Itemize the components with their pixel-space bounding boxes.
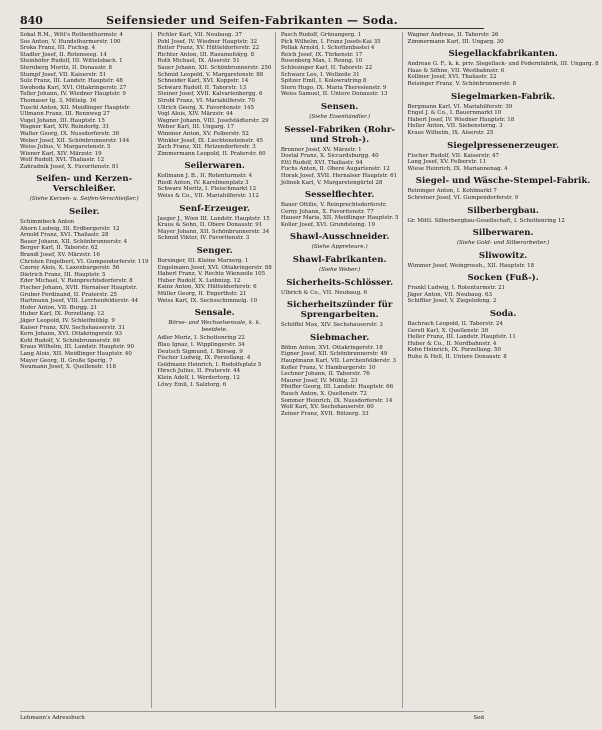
directory-entry: Schwarz Rudolf, II. Taborstr. 13 [157, 84, 247, 91]
directory-entry: Haberl Josef, IV. Wiedner Hauptstr. 18 [407, 116, 515, 123]
directory-entry: Schmid Leopold, V. Margaretenstr. 88 [157, 71, 264, 78]
directory-entry: Wiener Karl, XIV. Märzstr. 19 [20, 150, 102, 157]
directory-entry: Ulbrich & Co., VII. Neubaug. 6 [280, 289, 368, 296]
directory-entry: Reininger Anton, I. Kohlmarkt 7 [407, 188, 497, 195]
directory-entry: Reisinger Franz, V. Schönbrunnerstr. 8 [407, 80, 517, 87]
directory-entry: Zach Franz, XII. Hetzendorferstr. 3 [157, 144, 256, 151]
section-note: (Siehe Eisenhändler.) [309, 113, 370, 120]
section-heading: Siegellackfabrikanten. [448, 49, 558, 60]
directory-entry: Bauer Johann, XII. Schönbrunnerstr. 4 [20, 238, 128, 245]
directory-entry: Winkler Josef, IX. Liechtensteinstr. 45 [157, 137, 264, 144]
directory-entry: Thomaser Ig. 3, Mittelg. 16 [20, 97, 97, 104]
directory-entry: Fischer Ludwig, IX. Porzellang. 4 [157, 355, 251, 362]
section-heading: Sensale. [194, 308, 235, 319]
directory-entry: Pfeiffer Georg, III. Landstr. Hauptstr. 66 [280, 384, 394, 391]
directory-entry: Wolf Rudolf, XVI. Thaliastr. 12 [20, 157, 105, 164]
directory-entry: Eder Michael, V. Reinprechtsdorferstr. 8 [20, 278, 133, 285]
directory-entry: Dietrich Franz, III. Hauptstr. 5 [20, 271, 106, 278]
directory-entry: Schreiner Josef, VI. Gumpendorferstr. 9 [407, 194, 519, 201]
directory-entry: Wagner Andreas, II. Taborstr. 26 [407, 32, 499, 38]
section-heading: Sicherheitszünder für Sprengarbeiten. [286, 300, 393, 321]
directory-entry: Stadler Josef, II. Rotenseeg. 14 [20, 51, 107, 58]
directory-entry: Huber Karl, IX. Porzellang. 12 [20, 311, 105, 318]
directory-entry: Schöffel Max, XIV. Sechshauserstr. 3 [280, 322, 383, 329]
directory-entry: Haas & Söhne, VII. Westbahnstr. 6 [407, 67, 505, 74]
directory-entry: Hartmann Josef, VIII. Lerchenfelderstr. 44 [20, 298, 139, 305]
section-heading: Seiler. [69, 207, 100, 218]
directory-entry: Ahorn Ludwig, III. Erdbergerstr. 12 [20, 225, 120, 232]
directory-entry: Engel J. & Co., I. Bauernmarkt 10 [407, 110, 502, 117]
directory-entry: Kohl Rudolf, V. Schönbrunnerstr. 66 [20, 337, 120, 344]
directory-entry: Löwy Emil, I. Salztorg. 6 [157, 381, 227, 388]
footer-left: Lehmann's Adressbuch [20, 715, 85, 721]
directory-entry: Vogl Alois, XIV. Märzstr. 44 [157, 111, 233, 118]
directory-columns [20, 32, 599, 708]
directory-entry: Gruber Ferdinand, II. Praterstr. 25 [20, 291, 117, 298]
directory-entry: Schwarz Leo, I. Wollzeile 31 [280, 71, 360, 78]
directory-entry: Kern Johann, XVI. Ottakringerstr. 93 [20, 331, 123, 338]
directory-entry: Wagner Johann, VIII. Josefstädterstr. 29 [157, 117, 269, 124]
directory-entry: Czerny Alois, X. Laxenburgerstr. 56 [20, 265, 120, 272]
directory-entry: Weber Karl, III. Ungarg. 17 [157, 124, 234, 131]
section-heading: Shawl-Fabrikanten. [292, 255, 387, 266]
section-heading: Socken (Fuß-). [467, 273, 539, 284]
directory-entry: Klein Adolf, I. Werdertorg. 12 [157, 374, 240, 381]
directory-entry: Jaeger J., Wien III. Landstr. Hauptstr. 15 [157, 215, 270, 222]
section-heading: Senger. [196, 246, 233, 257]
directory-entry: Hauptmann Karl, VII. Lerchenfelderstr. 3 [280, 358, 397, 365]
directory-entry: Stern Hugo, IX. Maria Theresienstr. 9 [280, 84, 387, 91]
directory-entry: Huber Rudolf, X. Leibnizg. 12 [157, 277, 241, 284]
directory-entry: Neumann Josef, X. Quellenstr. 118 [20, 364, 116, 371]
directory-entry: Gerstl Karl, X. Quellenstr. 30 [407, 327, 489, 334]
directory-entry: Reiter Franz, XV. Hütteldorferstr. 22 [157, 45, 260, 52]
directory-entry: Pohl Josef, IV. Wiedner Hauptstr. 32 [157, 38, 258, 45]
directory-entry: Ullrich Georg, X. Favoritenstr. 145 [157, 104, 254, 111]
directory-entry: Strobl Franz, VI. Mariahilferstr. 70 [157, 97, 255, 104]
page-footer [20, 711, 484, 724]
section-heading: Siegel- und Wäsche-Stempel-Fabrik. [415, 176, 591, 187]
section-heading: Soda. [489, 309, 517, 320]
directory-entry: Sulz Franz, III. Landstr. Hauptstr. 48 [20, 78, 123, 85]
section-note: (Siehe Weber.) [318, 267, 361, 274]
directory-entry: Lechner Johann, II. Taborstr. 76 [280, 371, 370, 378]
directory-entry: Heller Anton, VII. Siebensterng. 3 [407, 123, 503, 130]
directory-entry: Bergmann Karl, VI. Mariahilferstr. 39 [407, 103, 513, 110]
directory-entry: Stumpf Josef, VII. Kaiserstr. 51 [20, 71, 107, 78]
directory-entry: Wolf Karl, XV. Sechshauserstr. 60 [280, 404, 374, 411]
directory-entry: Schmid Viktor, IV. Favoritenstr. 3 [157, 235, 250, 242]
directory-entry: Rosenberg Max, I. Renng. 10 [280, 58, 363, 65]
directory-entry: Vogel Johann, III. Hauptstr. 15 [20, 117, 105, 124]
directory-entry: Lang Josef, XV. Felberstr. 11 [407, 159, 487, 166]
column-4 [408, 32, 602, 708]
directory-entry: Zimmermann Karl, III. Ungarg. 30 [407, 38, 504, 45]
directory-entry: Schiffler Josef, V. Ziegelofeng. 2 [407, 298, 497, 305]
directory-entry: Frankl Ludwig, I. Rotenturmstr. 21 [407, 285, 506, 292]
directory-entry: Blau Ignaz, I. Wipplingerstr. 34 [157, 341, 245, 348]
directory-entry: Bauer Ottilie, V. Reinprechtsdorferstr. [280, 202, 387, 209]
directory-entry: Weber Josef, XII. Schönbrunnerstr. 144 [20, 137, 130, 144]
section-heading: Senf-Erzeuger. [179, 203, 251, 214]
directory-entry: Bachrach Leopold, II. Taborstr. 24 [407, 321, 503, 328]
directory-entry: Steinhöfer Rudolf, III. Wittelsbach. 1 [20, 58, 123, 65]
column-2 [157, 32, 275, 708]
directory-entry: Maurer Josef, IV. Mühlg. 23 [280, 377, 358, 384]
directory-entry: Gr. Mittl. Silberbergbau-Gesellschaft, I. Schottenring 12 [407, 217, 565, 224]
directory-entry: Riedl Anton, IV. Karolinenplatz 3 [157, 179, 249, 186]
section-heading: Seilerwaren. [184, 161, 245, 172]
page-header [20, 12, 484, 29]
directory-entry: Fischer Johann, XVII. Hernalser Hauptstr. [20, 285, 138, 291]
directory-entry: Weiss & Co., VII. Mariahilferstr. 112 [157, 193, 259, 200]
directory-entry: Sommer Heinrich, IX. Nussdorferstr. 14 [280, 397, 393, 404]
directory-entry: Ettl Rudolf, XVI. Thaliastr. 94 [280, 159, 363, 166]
section-heading: Siegelmarken-Fabrik. [451, 91, 556, 102]
directory-entry: Kraus Wilhelm, III. Landstr. Hauptstr. 90 [20, 344, 134, 351]
directory-entry: Mayer Georg, II. Große Sperlg. 7 [20, 357, 113, 364]
directory-entry: Sos Anton, V. Hundsthurmerstr. 100 [20, 38, 121, 45]
directory-entry: Eigner Josef, XII. Schönbrunnerstr. 49 [280, 351, 388, 358]
directory-entry: Hauser Maria, XII. Meidlinger Hauptstr. 5 [280, 215, 399, 222]
directory-entry: Rauch Anton, X. Quellenstr. 72 [280, 391, 367, 397]
directory-entry: Horak Josef, XVII. Hernalser Hauptstr. 61 [280, 172, 398, 179]
directory-entry: Weiss Samuel, II. Untere Donaustr. 13 [280, 91, 388, 98]
directory-entry: Adler Moriz, I. Schottenring 22 [157, 335, 245, 342]
directory-entry: Zimmermann Leopold, II. Praterstr. 60 [157, 150, 266, 157]
directory-entry: Ullmann Franz, III. Rennweg 27 [20, 111, 110, 118]
section-heading: Seifen- und Kerzen-Verschleißer. [36, 174, 133, 195]
directory-entry: Cerny Johann, X. Favoritenstr. 77 [280, 208, 374, 215]
section-note: (Siehe Kerzen- u. Seifen-Verschleißer.) [29, 196, 139, 203]
directory-entry: Engelmann Josef, XVI. Ottakringerstr. 88 [157, 264, 272, 271]
directory-entry: Pollak Arnold, I. Schottenbastei 4 [280, 45, 375, 52]
section-heading: Sensen. [320, 101, 359, 112]
directory-entry: Kainz Anton, XIV. Hütteldorferstr. 6 [157, 284, 257, 291]
directory-entry: Fuchs Anton, II. Obere Augartenstr. 12 [280, 166, 390, 173]
column-1 [20, 32, 152, 708]
directory-entry: Schlesinger Karl, II. Taborstr. 22 [280, 64, 373, 71]
directory-entry: Lang Alois, XII. Meidlinger Hauptstr. 40 [20, 350, 132, 357]
directory-entry: Kaiser Franz, XIV. Sechshauserstr. 31 [20, 324, 125, 331]
directory-entry: Ruhe & Hell, II. Untere Donaustr. 8 [407, 354, 507, 361]
directory-entry: Deutsch Sigmund, I. Börseg. 9 [157, 348, 243, 355]
directory-entry: Pichler Karl, VII. Neubaug. 37 [157, 32, 242, 38]
directory-entry: Borsinger, III. Kleine Marxerg. 1 [157, 258, 249, 265]
directory-entry: Pick Wilhelm, I. Franz Josefs-Kai 35 [280, 38, 381, 45]
directory-entry: Steiner Josef, XVII. Kalvarienbergg. 6 [157, 91, 263, 98]
directory-entry: Schneider Karl, XVI. Koppstr. 14 [157, 78, 249, 85]
directory-entry: Müller Georg, II. Engerthstr. 21 [157, 291, 247, 297]
directory-entry: Christen Engelbert, VI. Gumpendorferstr. 119 [20, 258, 149, 265]
directory-entry: Fischer Rudolf, VII. Kaiserstr. 47 [407, 152, 499, 159]
section-heading: Sesselflechter. [304, 190, 375, 201]
directory-entry: Wiese Heinrich, IX. Mariannenag. 4 [407, 165, 508, 172]
directory-entry: Kraus & Sohn, II. Obere Donaustr. 91 [157, 222, 263, 229]
directory-entry: Brandl Josef, XV. Märzstr. 16 [20, 252, 100, 259]
directory-entry: Reich Josef, IX. Türkenstr. 17 [280, 51, 363, 58]
directory-entry: Sternberg Moritz, II. Donaustr. 8 [20, 64, 112, 71]
directory-entry: Andreae G. F., k. k. priv. Siegellack- und Federnfabrik, III. Ungarg. 8 [407, 61, 599, 68]
directory-entry: Spitzer Emil, I. Kolowratring 8 [280, 78, 367, 85]
directory-entry: Brunner Josef, XV. Märzstr. 1 [280, 146, 362, 153]
directory-entry: Weiss Karl, IX. Sechsschimmelg. 10 [157, 297, 258, 304]
directory-entry: Wimmer Josef, Weingrossh., XII. Hauptstr. 18 [407, 262, 535, 269]
directory-entry: Pasch Rudolf, Grünangerg. 1 [280, 32, 362, 38]
directory-entry: Sauer Johann, XII. Schönbrunnerstr. 250 [157, 64, 272, 71]
directory-entry: Koller Josef, XVI. Grundsteing. 19 [280, 221, 375, 228]
section-heading: Silberbergbau. [467, 205, 539, 216]
directory-entry: Berger Karl, II. Taborstr. 62 [20, 245, 98, 252]
section-heading: Sicherheits-Schlösser. [286, 277, 394, 288]
directory-entry: Hofer Anton, VII. Burgg. 21 [20, 304, 98, 311]
directory-entry: Dostal Franz, X. Siccardsburgg. 40 [280, 153, 379, 160]
directory-entry: Goldmann Heinrich, I. Rudolfsplatz 5 [157, 361, 262, 368]
column-3 [281, 32, 403, 708]
footer-right: Sod [473, 715, 484, 721]
directory-entry: Kohn Heinrich, IX. Porzellang. 50 [407, 347, 501, 354]
running-title: Seifensieder und Seifen-Fabrikanten — Soda. [106, 13, 398, 27]
directory-entry: Böhm Anton, XVI. Ottakringerstr. 18 [280, 344, 383, 351]
directory-entry: Zahradnik Josef, X. Favoritenstr. 81 [20, 163, 119, 170]
page-number: 840 [20, 13, 43, 27]
directory-entry: Tuschl Anton, XII. Meidlinger Hauptstr. [20, 104, 131, 111]
directory-entry: Mayer Johann, XII. Schönbrunnerstr. 34 [157, 228, 270, 235]
directory-entry: Kraus Wilhelm, IX. Alserstr. 25 [407, 129, 494, 136]
directory-entry: Sokal R.M., Witt's Rothenthurmstr. 4 [20, 32, 123, 38]
directory-entry: Swoboda Karl, XVI. Ottakringerstr. 27 [20, 84, 127, 91]
directory-entry: Jelinek Karl, V. Margaretengürtel 28 [280, 179, 383, 186]
directory-entry: Walter Georg, IX. Nussdorferstr. 36 [20, 130, 120, 137]
directory-entry: Schwarz Moritz, I. Fleischmarkt 12 [157, 186, 257, 193]
directory-entry: Arnold Franz, XVI. Thaliastr. 28 [20, 232, 109, 239]
section-heading: Sessel-Fabriken (Rohr- und Stroh-). [284, 124, 395, 145]
section-note: Börse- und Wechselsensale, k. k. beeidete. [168, 320, 261, 333]
section-note: (Siehe Gold- und Silberarbeiter.) [456, 240, 550, 247]
directory-entry: Zeiner Franz, XVII. Rötzerg. 33 [280, 410, 369, 417]
directory-entry: Huber & Co., II. Nordbahnstr. 4 [407, 340, 497, 347]
section-heading: Shawl-Ausschneider. [289, 232, 390, 243]
directory-entry: Richter Anton, III. Rasumofskyg. 8 [157, 51, 255, 58]
section-note: (Siehe Appreteure.) [311, 244, 368, 251]
directory-entry: Wimmer Anton, XV. Felberstr. 52 [157, 130, 249, 137]
directory-entry: Kolliner Josef, XVI. Thaliastr. 22 [407, 74, 497, 81]
directory-entry: Teller Johann, IV. Wiedner Hauptstr. 9 [20, 91, 126, 98]
section-heading: Sliwowitz. [478, 250, 528, 261]
directory-entry: Sroka Franz, III. Fuchsg. 4 [20, 45, 96, 52]
directory-entry: Kofler Franz, V. Hamburgerstr. 10 [280, 364, 376, 371]
directory-entry: Jäger Anton, VII. Neubaug. 63 [407, 291, 492, 298]
directory-entry: Haberl Franz, V. Rechte Wienzeile 105 [157, 271, 266, 278]
section-heading: Siebmacher. [310, 332, 370, 343]
directory-entry: Schimmbeck Anton [20, 219, 75, 226]
directory-entry: Kollmann J. B., II. Rotenturmstr. 4 [157, 173, 253, 180]
directory-entry: Roth Michael, IX. Alserstr. 51 [157, 58, 240, 65]
section-heading: Siegelpressenerzeuger. [447, 140, 560, 151]
directory-entry: Heller Franz, III. Landstr. Hauptstr. 11 [407, 334, 516, 341]
directory-entry: Weiss Julius, V. Margaretenstr. 5 [20, 144, 111, 151]
directory-entry: Wagner Karl, XIV. Reindorfg. 31 [20, 124, 110, 131]
section-heading: Silberwaren. [472, 228, 534, 239]
directory-entry: Hirsch Julius, II. Praterstr. 44 [157, 368, 241, 375]
directory-entry: Jäger Leopold, IV. Schleifmühlg. 9 [20, 317, 115, 324]
